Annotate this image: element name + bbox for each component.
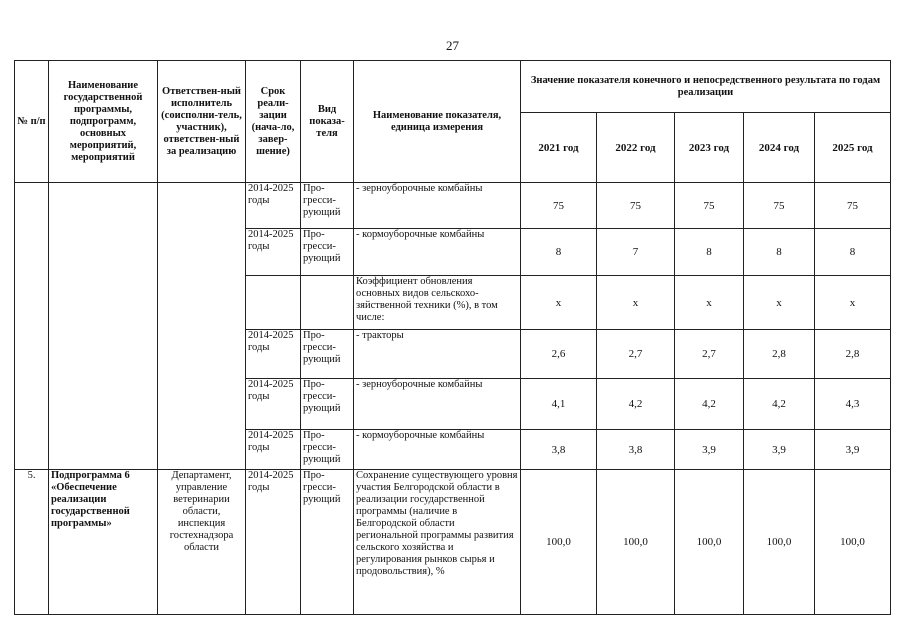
indicator-cell: - кормоуборочные комбайны: [354, 229, 521, 276]
header-term: Срок реали-зации (нача-ло, завер-шение): [246, 61, 301, 183]
value-cell: 4,2: [744, 379, 815, 430]
header-values: Значение показателя конечного и непосредственного результата по годам реализации: [521, 61, 891, 113]
value-cell: 100,0: [815, 470, 891, 615]
type-cell: Про-гресси-рующий: [301, 470, 354, 615]
type-cell: Про-гресси-рующий: [301, 379, 354, 430]
type-cell: Про-гресси-рующий: [301, 229, 354, 276]
header-year: 2022 год: [597, 113, 675, 183]
responsible-cell: Департамент, управление ветеринарии области, инспекция гостехнадзора области: [158, 470, 246, 615]
value-cell: 7: [597, 229, 675, 276]
type-cell: Про-гресси-рующий: [301, 430, 354, 470]
value-cell: х: [675, 276, 744, 330]
value-cell: 2,6: [521, 330, 597, 379]
term-cell: 2014-2025 годы: [246, 229, 301, 276]
value-cell: 3,9: [675, 430, 744, 470]
value-cell: 100,0: [675, 470, 744, 615]
value-cell: 8: [675, 229, 744, 276]
header-year: 2024 год: [744, 113, 815, 183]
value-cell: 100,0: [744, 470, 815, 615]
empty-cell: [49, 183, 158, 470]
empty-cell: [158, 183, 246, 470]
indicator-cell: Коэффициент обновления основных видов сельскохо-зяйственной техники (%), в том числе:: [354, 276, 521, 330]
empty-cell: [15, 183, 49, 470]
header-program: Наименование государственной программы, подпрограмм, основных мероприятий, мероприятий: [49, 61, 158, 183]
value-cell: 2,7: [675, 330, 744, 379]
term-cell: 2014-2025 годы: [246, 183, 301, 229]
value-cell: 3,9: [815, 430, 891, 470]
term-cell: 2014-2025 годы: [246, 430, 301, 470]
value-cell: 3,8: [521, 430, 597, 470]
subprogram-row: [15, 470, 891, 615]
row-number: 5.: [15, 470, 49, 615]
subprogram-name: Подпрограмма 6 «Обеспечение реализации государственной программы»: [49, 470, 158, 615]
term-cell: 2014-2025 годы: [246, 330, 301, 379]
indicator-cell: - зерноуборочные комбайны: [354, 183, 521, 229]
header-indicator: Наименование показателя, единица измерения: [354, 61, 521, 183]
indicator-cell: - тракторы: [354, 330, 521, 379]
table-row: [15, 183, 891, 229]
value-cell: 4,2: [597, 379, 675, 430]
term-cell: [246, 276, 301, 330]
value-cell: х: [744, 276, 815, 330]
term-cell: 2014-2025 годы: [246, 470, 301, 615]
value-cell: 75: [744, 183, 815, 229]
indicators-table: [14, 60, 891, 615]
type-cell: Про-гресси-рующий: [301, 183, 354, 229]
value-cell: 2,8: [744, 330, 815, 379]
value-cell: 75: [597, 183, 675, 229]
value-cell: 8: [815, 229, 891, 276]
indicator-cell: - зерноуборочные комбайны: [354, 379, 521, 430]
type-cell: Про-гресси-рующий: [301, 330, 354, 379]
header-responsible: Ответствен-ный исполнитель (соисполни-тель, участник), ответствен-ный за реализацию: [158, 61, 246, 183]
header-year: 2021 год: [521, 113, 597, 183]
value-cell: 3,8: [597, 430, 675, 470]
term-cell: 2014-2025 годы: [246, 379, 301, 430]
indicator-cell: Сохранение существующего уровня участия Белгородской области в реализации государственной программы (наличие в Белгородской области региональной программы развития сельского хозяйства и регулирования рынков сырья и продовольствия), %: [354, 470, 521, 615]
value-cell: х: [597, 276, 675, 330]
value-cell: 8: [744, 229, 815, 276]
value-cell: 4,1: [521, 379, 597, 430]
header-type: Вид показа-теля: [301, 61, 354, 183]
value-cell: 75: [675, 183, 744, 229]
value-cell: х: [521, 276, 597, 330]
value-cell: х: [815, 276, 891, 330]
value-cell: 100,0: [521, 470, 597, 615]
value-cell: 2,7: [597, 330, 675, 379]
value-cell: 8: [521, 229, 597, 276]
page-number: 27: [446, 38, 459, 53]
indicator-cell: - кормоуборочные комбайны: [354, 430, 521, 470]
header-year: 2025 год: [815, 113, 891, 183]
value-cell: 75: [521, 183, 597, 229]
header-year: 2023 год: [675, 113, 744, 183]
value-cell: 4,2: [675, 379, 744, 430]
type-cell: [301, 276, 354, 330]
value-cell: 4,3: [815, 379, 891, 430]
header-no: № п/п: [15, 61, 49, 183]
value-cell: 2,8: [815, 330, 891, 379]
value-cell: 100,0: [597, 470, 675, 615]
value-cell: 3,9: [744, 430, 815, 470]
value-cell: 75: [815, 183, 891, 229]
